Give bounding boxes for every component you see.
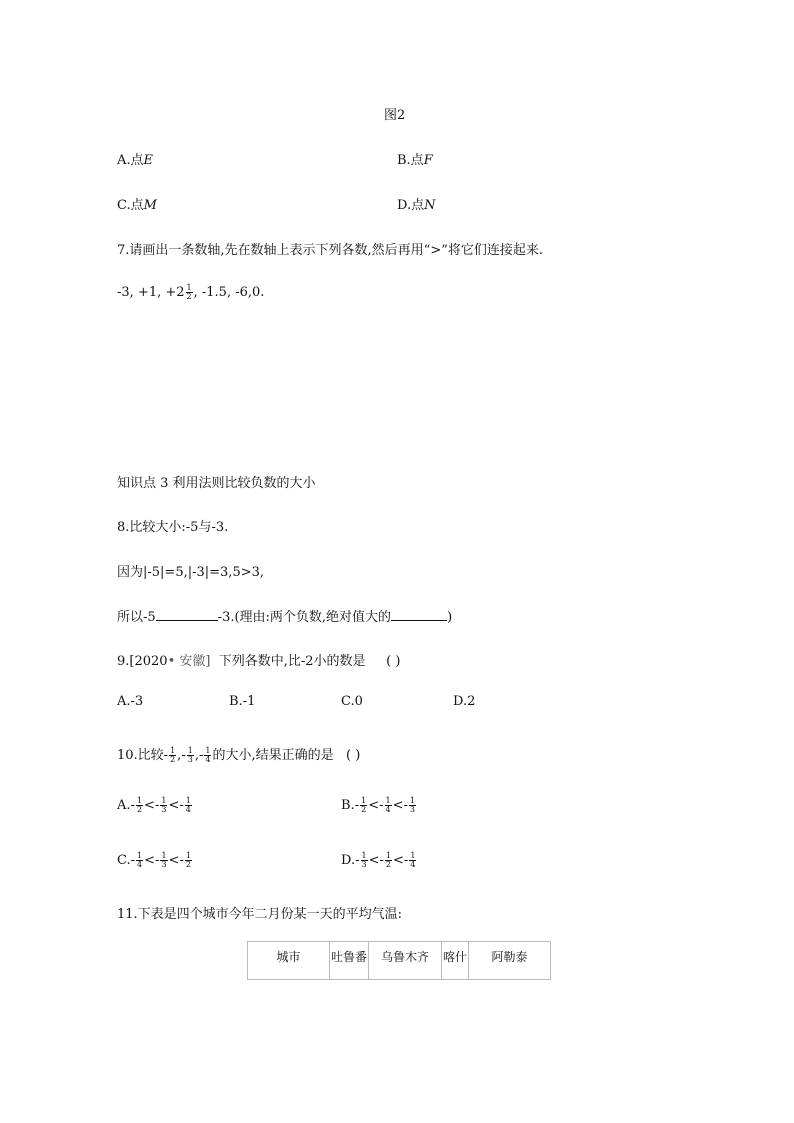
q8-question: 8.比较大小:-5与-3. xyxy=(117,520,229,535)
option-label: A.点 xyxy=(117,153,144,168)
answer-blank-2[interactable] xyxy=(391,608,447,621)
q10-option-d[interactable]: D.- $\frac{1}{3}$ <- $\frac{1}{2}$ <- $\frac{1}{4}$ xyxy=(341,851,416,869)
point-var: E xyxy=(143,153,154,168)
point-var: N xyxy=(424,198,436,213)
answer-blank-1[interactable] xyxy=(156,608,218,621)
source-tag: • 安徽] xyxy=(167,654,211,669)
q11-question: 11.下表是四个城市今年二月份某一天的平均气温: xyxy=(117,907,403,922)
numbers-suffix: , -1.5, -6,0. xyxy=(193,285,265,300)
mixed-fraction: $\frac{1}{2}$ xyxy=(186,283,192,301)
q10-question: 10.比较- $\frac{1}{2}$ ,- $\frac{1}{3}$ ,- $\frac{1}{4}$ 的大小,结果正确的是 ( ) xyxy=(117,746,361,764)
q7-numbers xyxy=(117,284,264,301)
answer-paren[interactable]: ( ) xyxy=(346,748,361,763)
q6-option-b[interactable] xyxy=(397,149,433,168)
q9-option-b[interactable]: B.-1 xyxy=(229,694,256,709)
point-var: F xyxy=(423,153,433,168)
point-var: M xyxy=(143,198,157,213)
figure-caption: 图2 xyxy=(384,108,406,123)
q10-option-a[interactable]: A.- $\frac{1}{2}$ <- $\frac{1}{3}$ <- $\frac{1}{4}$ xyxy=(117,796,191,814)
q9-question: 9.[2020• 安徽] 下列各数中,比-2小的数是 ( ) xyxy=(117,654,401,669)
table-row xyxy=(248,942,551,980)
answer-paren[interactable]: ( ) xyxy=(386,654,401,669)
q9-option-c[interactable]: C.0 xyxy=(341,694,363,709)
table-header-cell: 吐鲁番 xyxy=(330,942,369,980)
q6-option-a[interactable] xyxy=(117,149,153,168)
q10-option-b[interactable]: B.- $\frac{1}{2}$ <- $\frac{1}{4}$ <- $\frac{1}{3}$ xyxy=(341,796,415,814)
q9-option-d[interactable]: D.2 xyxy=(453,694,476,709)
option-label: C.点 xyxy=(117,198,144,213)
table-header-cell: 阿勒泰 xyxy=(469,942,551,980)
q6-option-d[interactable] xyxy=(397,194,435,213)
q6-option-c[interactable] xyxy=(117,194,157,213)
option-label: D.点 xyxy=(397,198,425,213)
numbers-prefix: -3, +1, +2 xyxy=(117,285,185,300)
table-header-cell: 喀什 xyxy=(442,942,469,980)
table-header-cell: 乌鲁木齐 xyxy=(369,942,442,980)
q8-reason: 因为|-5|=5,|-3|=3,5>3, xyxy=(117,565,265,580)
q9-option-a[interactable]: A.-3 xyxy=(117,694,144,709)
q7-question: 7.请画出一条数轴,先在数轴上表示下列各数,然后再用“>”将它们连接起来. xyxy=(117,243,543,258)
q10-option-c[interactable]: C.- $\frac{1}{4}$ <- $\frac{1}{3}$ <- $\frac{1}{2}$ xyxy=(117,851,191,869)
section-heading: 知识点 3 利用法则比较负数的大小 xyxy=(117,476,316,491)
city-temperature-table xyxy=(247,941,551,980)
option-label: B.点 xyxy=(397,153,424,168)
q8-conclusion: 所以-5 -3.(理由:两个负数,绝对值大的 ) xyxy=(117,610,453,625)
table-header-cell: 城市 xyxy=(248,942,330,980)
